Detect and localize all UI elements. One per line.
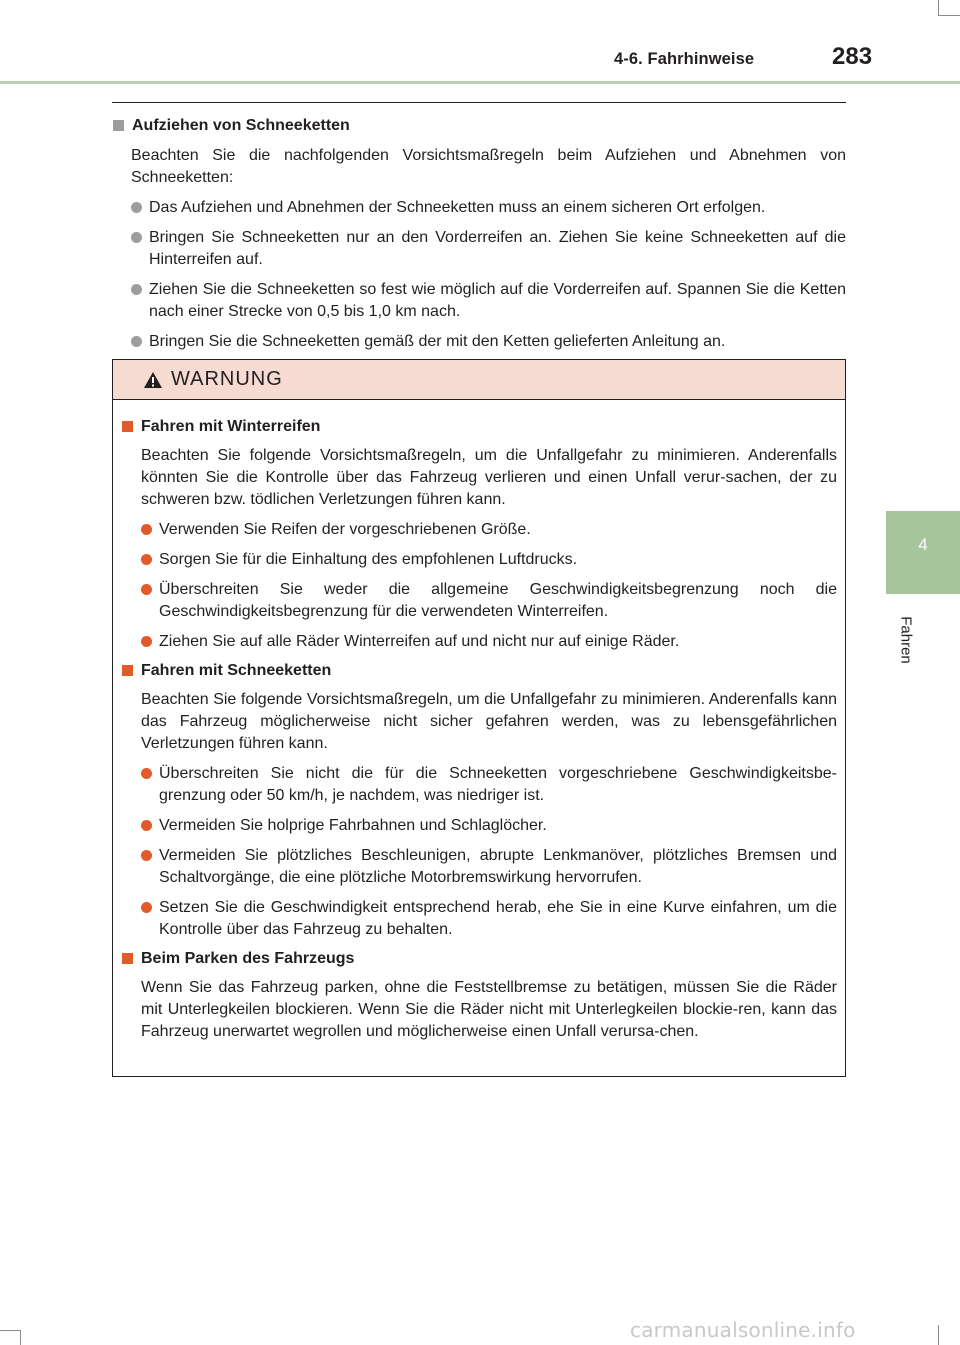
chapter-number: 4 xyxy=(918,535,928,554)
bullet-icon xyxy=(141,850,152,861)
list-item: Ziehen Sie auf alle Räder Winterreifen auf und nicht nur auf einige Räder. xyxy=(141,631,837,653)
section-heading xyxy=(112,114,846,138)
square-marker-icon xyxy=(122,665,133,676)
watermark: carmanualsonline.info xyxy=(630,1318,856,1342)
chapter-label xyxy=(898,610,914,670)
list-item: Sorgen Sie für die Einhaltung des empfohlenen Luftdrucks. xyxy=(141,549,837,571)
list-item: Verwenden Sie Reifen der vorgeschriebenen Größe. xyxy=(141,519,837,541)
square-marker-icon xyxy=(122,953,133,964)
crop-mark xyxy=(939,15,960,16)
bullet-icon xyxy=(141,584,152,595)
bullet-icon xyxy=(131,202,142,213)
crop-mark xyxy=(0,1330,20,1331)
warning-triangle-icon xyxy=(143,371,163,389)
header-rule xyxy=(0,81,960,84)
snow-chains-section xyxy=(112,114,846,353)
chapter-label-text: Fahren xyxy=(897,616,915,664)
bullet-icon xyxy=(141,902,152,913)
warning-body xyxy=(121,415,837,1043)
crop-mark xyxy=(20,1330,21,1345)
page-number: 283 xyxy=(832,43,873,70)
list-item: Ziehen Sie die Schneeketten so fest wie möglich auf die Vorderreifen auf. Spannen Sie die Ketten nach einer Strecke von 0,5 bis 1,0 km nach. xyxy=(131,279,846,323)
warning-box xyxy=(112,359,846,1077)
list-item: Vermeiden Sie holprige Fahrbahnen und Schlaglöcher. xyxy=(141,815,837,837)
warning-paragraph: Beachten Sie folgende Vorsichtsmaßregeln, um die Unfallgefahr zu minimieren. Anderenfalls könnten Sie die Kontrolle über das Fahrzeug verlieren und einen Unfall verur-sachen, der zu schweren bzw. tödlichen Verletzungen führen kann. xyxy=(141,447,837,508)
list-item: Vermeiden Sie plötzliches Beschleunigen, abrupte Lenkmanöver, plötzliches Bremsen und Schaltvorgänge, die eine plötzliche Motorbremswirkung hervorrufen. xyxy=(141,845,837,889)
bullet-icon xyxy=(141,524,152,535)
crop-mark xyxy=(938,1325,939,1345)
intro-paragraph: Beachten Sie die nachfolgenden Vorsichtsmaßregeln beim Aufziehen und Abnehmen von Schneeketten: xyxy=(131,147,846,186)
warning-title: WARNUNG xyxy=(171,368,283,390)
list-item: Das Aufziehen und Abnehmen der Schneeketten muss an einem sicheren Ort erfolgen. xyxy=(131,197,846,219)
bullet-icon xyxy=(131,336,142,347)
list-item: Bringen Sie die Schneeketten gemäß der mit den Ketten gelieferten Anleitung an. xyxy=(131,331,846,353)
bullet-icon xyxy=(141,768,152,779)
bullet-icon xyxy=(131,284,142,295)
list-item: Setzen Sie die Geschwindigkeit entsprechend herab, ehe Sie in eine Kurve einfahren, um die Kontrolle über das Fahrzeug zu behalten. xyxy=(141,897,837,941)
bullet-icon xyxy=(141,636,152,647)
section-title: 4-6. Fahrhinweise xyxy=(614,50,755,68)
list-item: Überschreiten Sie weder die allgemeine Geschwindigkeitsbegrenzung noch die Geschwindigkeitsbegrenzung für die verwendeten Winterreifen. xyxy=(141,579,837,623)
list-item: Bringen Sie Schneeketten nur an den Vorderreifen an. Ziehen Sie keine Schneeketten auf die Hinterreifen auf. xyxy=(131,227,846,271)
chapter-tab xyxy=(886,511,960,594)
warning-paragraph: Wenn Sie das Fahrzeug parken, ohne die Feststellbremse zu betätigen, müssen Sie die Räder mit Unterlegkeilen blockieren. Wenn Sie die Räder nicht mit Unterlegkeilen blockie-ren, kann das Fahrzeug unerwartet wegrollen und möglicherweise einen Unfall verursa-chen. xyxy=(141,979,837,1040)
warning-section-heading: Fahren mit Winterreifen xyxy=(121,415,837,439)
content-top-rule xyxy=(112,102,846,103)
bullet-icon xyxy=(131,232,142,243)
warning-header xyxy=(113,360,845,400)
warning-paragraph: Beachten Sie folgende Vorsichtsmaßregeln, um die Unfallgefahr zu minimieren. Anderenfalls kann das Fahrzeug möglicherweise nicht sicher gefahren werden, was zu lebensgefährlichen Verletzungen führen kann. xyxy=(141,691,837,752)
warning-section-heading: Beim Parken des Fahrzeugs xyxy=(121,947,837,971)
list-item: Überschreiten Sie nicht die für die Schneeketten vorgeschriebene Geschwindigkeitsbe-grenzung oder 50 km/h, je nachdem, was niedriger ist. xyxy=(141,763,837,807)
square-marker-icon xyxy=(113,120,124,131)
warning-section-heading: Fahren mit Schneeketten xyxy=(121,659,837,683)
bullet-icon xyxy=(141,820,152,831)
square-marker-icon xyxy=(122,421,133,432)
heading-text: Aufziehen von Schneeketten xyxy=(132,117,350,134)
bullet-icon xyxy=(141,554,152,565)
crop-mark xyxy=(938,0,939,16)
